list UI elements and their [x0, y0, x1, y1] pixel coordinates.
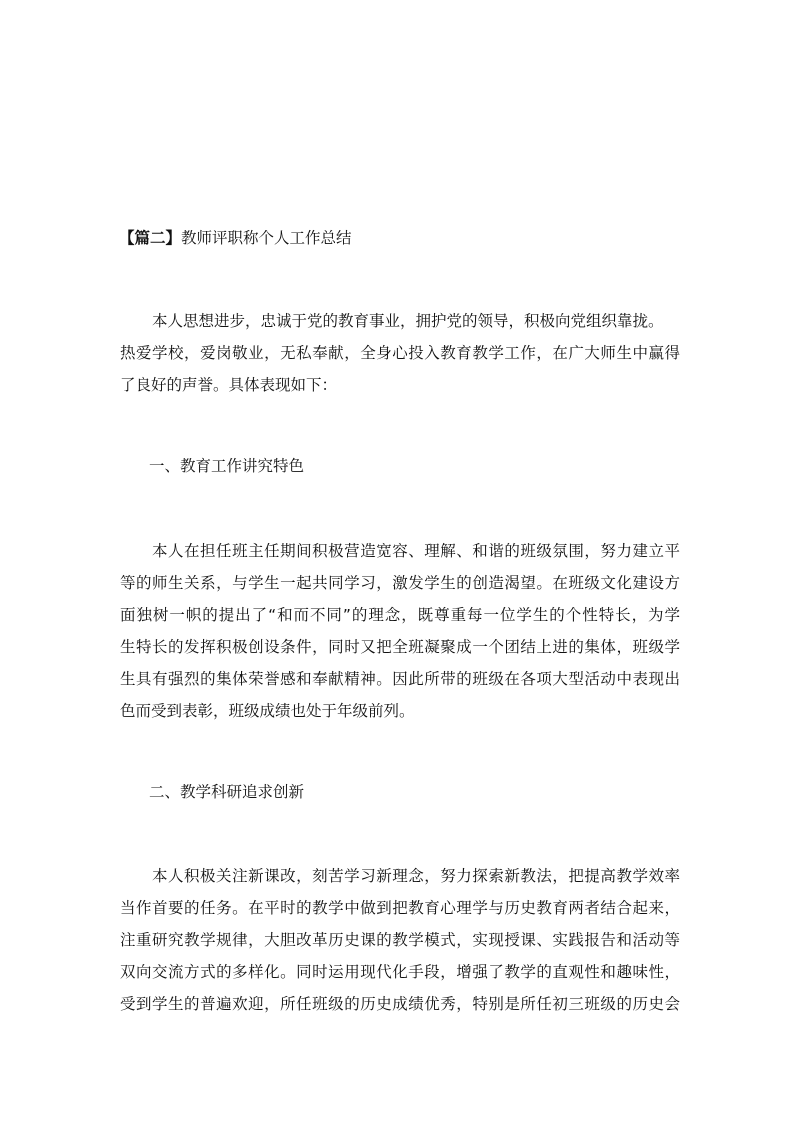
- section2-line-3: 注重研究教学规律，大胆改革历史课的教学模式，实现授课、实践报告和活动等: [120, 931, 680, 949]
- section1-heading: 一、教育工作讲究特色: [149, 457, 305, 475]
- section1-line-1: 本人在担任班主任期间积极营造宽容、理解、和谐的班级氛围，努力建立平: [152, 542, 680, 560]
- section2-heading: 二、教学科研追求创新: [149, 783, 305, 801]
- intro-line-1: 本人思想进步，忠诚于党的教育事业，拥护党的领导，积极向党组织靠拢。: [152, 312, 664, 330]
- section1-line-2: 等的师生关系，与学生一起共同学习，激发学生的创造渴望。在班级文化建设方: [120, 574, 680, 592]
- intro-line-2: 热爱学校，爱岗敬业，无私奉献，全身心投入教育教学工作，在广大师生中赢得: [120, 344, 680, 362]
- title-prefix: 【篇二】: [119, 229, 182, 247]
- section1-line-3: 面独树一帜的提出了“和而不同”的理念，既尊重每一位学生的个性特长，为学: [120, 606, 680, 624]
- section2-line-1: 本人积极关注新课改，刻苦学习新理念，努力探索新教法，把提高教学效率: [152, 867, 680, 885]
- section1-line-5: 生具有强烈的集体荣誉感和奉献精神。因此所带的班级在各项大型活动中表现出: [120, 670, 680, 688]
- section1-line-4: 生特长的发挥积极创设条件，同时又把全班凝聚成一个团结上进的集体，班级学: [120, 638, 680, 656]
- section1-line-6: 色而受到表彰，班级成绩也处于年级前列。: [120, 702, 415, 720]
- section2-line-2: 当作首要的任务。在平时的教学中做到把教育心理学与历史教育两者结合起来，: [120, 899, 680, 917]
- document-title: [119, 228, 352, 248]
- section2-line-5: 受到学生的普遍欢迎，所任班级的历史成绩优秀，特别是所任初三班级的历史会: [120, 995, 680, 1013]
- section2-line-4: 双向交流方式的多样化。同时运用现代化手段，增强了教学的直观性和趣味性，: [120, 963, 680, 981]
- title-text: 教师评职称个人工作总结: [181, 229, 352, 247]
- intro-line-3: 了良好的声誉。具体表现如下：: [120, 376, 338, 394]
